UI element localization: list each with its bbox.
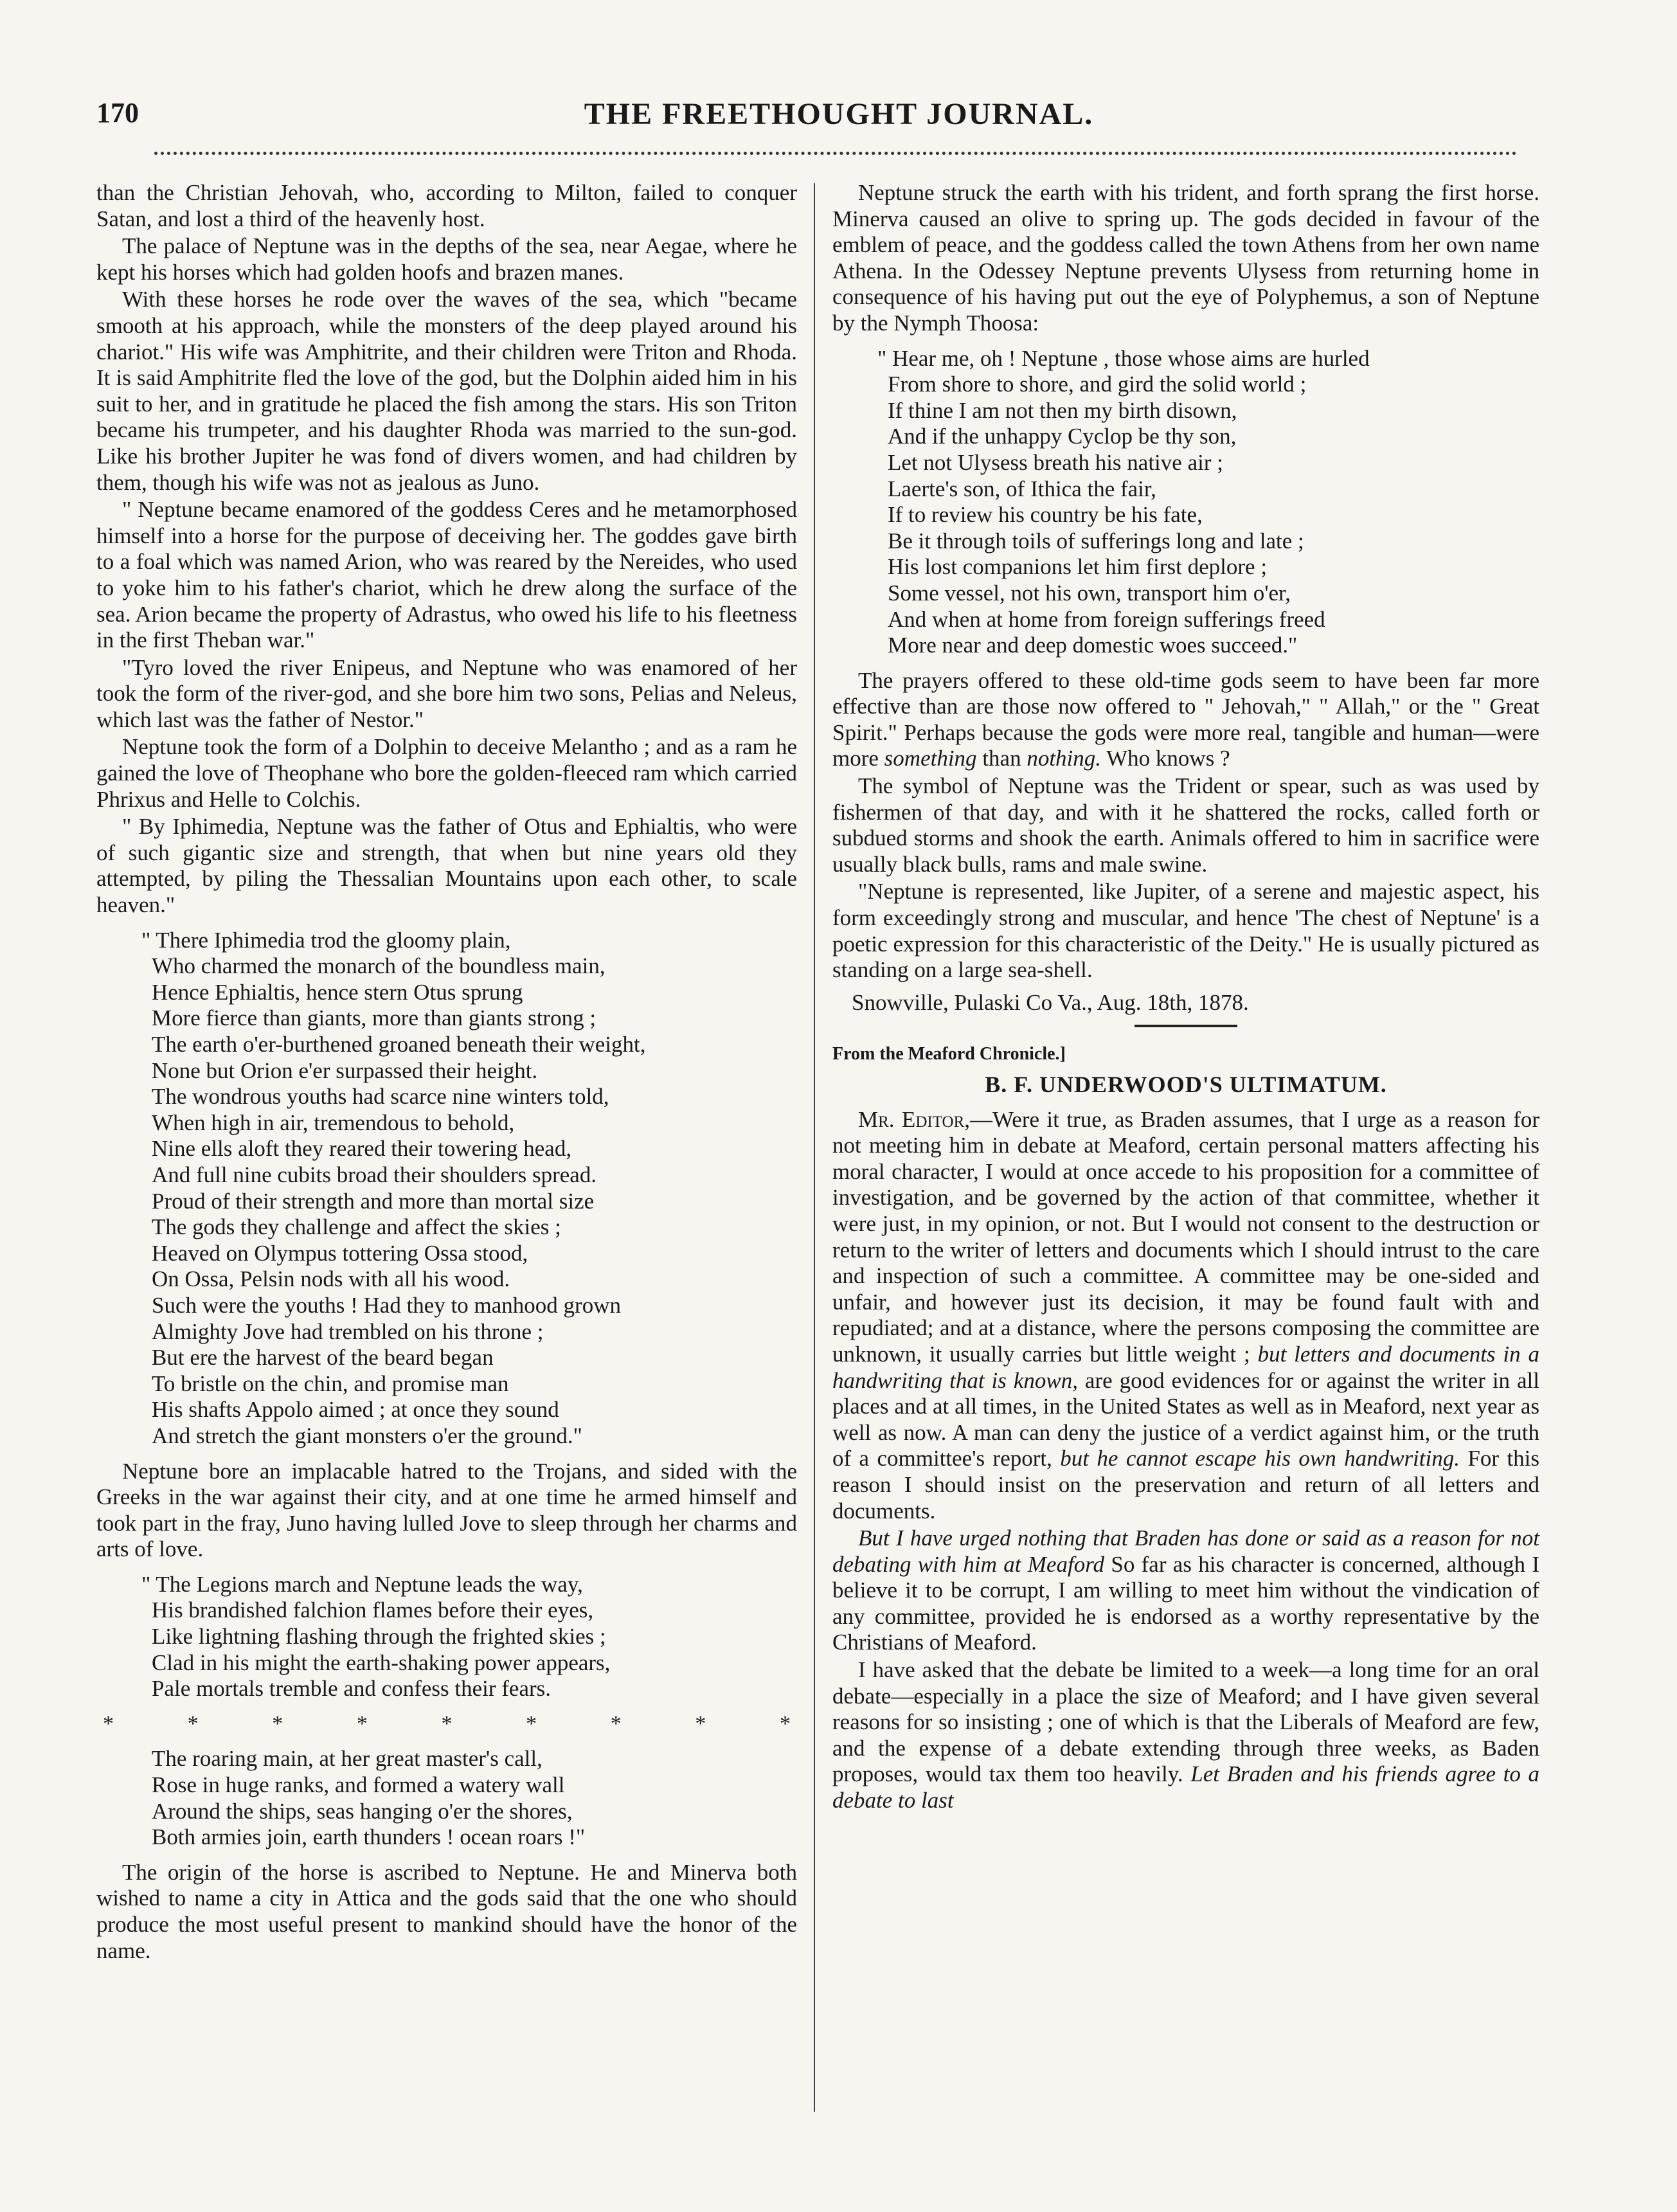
verse-line: And stretch the giant monsters o'er the ground." [152, 1423, 582, 1448]
paragraph: The palace of Neptune was in the depths of the sea, near Aegae, where he kept his horses which had golden hoofs and brazen manes. [96, 233, 797, 285]
verse-line: " There Iphimedia trod the gloomy plain, [141, 927, 511, 953]
paragraph: The symbol of Neptune was the Trident or spear, such as was used by fishermen of that day, and with it he shattered the rocks, called forth or subdued storms and shook the earth. Animals offered to him in sacrifice were usually black bulls, rams and male swine. [832, 773, 1539, 877]
verse-line: Like lightning flashing through the frighted skies ; [152, 1624, 606, 1650]
paragraph [832, 1525, 1539, 1656]
verse-line: Heaved on Olympus tottering Ossa stood, [152, 1240, 528, 1266]
emphasis: but letters and documents in a handwriting that is known, [832, 1341, 1539, 1393]
verse-line: " Hear me, oh ! Neptune , those whose aims are hurled [877, 345, 1370, 371]
paragraph [832, 668, 1539, 772]
paragraph: " Neptune became enamored of the goddess Ceres and he metamorphosed himself into a horse for the purpose of deceiving her. The goddes gave birth to a foal which was named Arion, who was reared by the Nereides, who used to yoke him to his father's chariot, which he drew along the surface of the sea. Arion became the property of Adrastus, who owed his life to his fleetness in the first Theban war." [96, 497, 797, 653]
verse-line: More fierce than giants, more than giants strong ; [152, 1005, 596, 1031]
header-rule [154, 152, 1517, 155]
paragraph: "Tyro loved the river Enipeus, and Neptune who was enamored of her took the form of the river-god, and she bore him two sons, Pelias and Neleus, which last was the father of Nestor." [96, 654, 797, 732]
verse-line: Nine ells aloft they reared their towering head, [152, 1136, 572, 1162]
asterisk: * [103, 1711, 114, 1736]
paragraph [832, 1107, 1539, 1525]
verse-block [877, 346, 1539, 659]
asterisk: * [780, 1711, 791, 1736]
asterisk: * [695, 1711, 706, 1736]
emphasis: But I have urged nothing that Braden has done or said as a reason for not debating with him at Meaford [832, 1525, 1539, 1577]
verse-line: Proud of their strength and more than mortal size [152, 1188, 595, 1214]
paragraph: The origin of the horse is ascribed to Neptune. He and Minerva both wished to name a city in Attica and the gods said that the one who should produce the most useful present to mankind should have the honor of the name. [96, 1859, 797, 1963]
emphasis: nothing. [1027, 746, 1102, 771]
verse-line: Such were the youths ! Had they to manhood grown [152, 1292, 621, 1318]
asterisk: * [441, 1711, 453, 1736]
dateline: Snowville, Pulaski Co Va., Aug. 18th, 1878. [852, 989, 1249, 1015]
paragraph: than the Christian Jehovah, who, according to Milton, failed to conquer Satan, and lost a third of the heavenly host. [96, 180, 797, 231]
page-number: 170 [96, 97, 139, 129]
verse-line: The earth o'er-burthened groaned beneath their weight, [152, 1032, 646, 1057]
paragraph: " By Iphimedia, Neptune was the father of Otus and Ephialtis, who were of such gigantic size and strength, that when but nine years old they attempted, by piling the Thessalian Mountains upon each other, to scale heaven." [96, 814, 797, 918]
emphasis: but he cannot escape his own handwriting. [1060, 1446, 1460, 1471]
asterism [103, 1711, 791, 1738]
verse-line: If thine I am not then my birth disown, [888, 397, 1237, 423]
journal-title: THE FREETHOUGHT JOURNAL. [584, 97, 1094, 131]
asterisk: * [356, 1711, 368, 1736]
verse-line: And when at home from foreign sufferings freed [888, 606, 1325, 632]
verse-line: His brandished falchion flames before their eyes, [152, 1597, 594, 1623]
verse-line: " The Legions march and Neptune leads the way, [141, 1571, 583, 1597]
paragraph: Neptune struck the earth with his trident, and forth sprang the first horse. Minerva caused an olive to spring up. The gods decided in favour of the emblem of peace, and the goddess called the town Athens from her own name Athena. In the Odessey Neptune prevents Ulysess from returning home in consequence of his having put out the eye of Polyphemus, a son of Neptune by the Nymph Thoosa: [832, 180, 1539, 336]
paragraph: Neptune bore an implacable hatred to the Trojans, and sided with the Greeks in the war against their city, and at one time he armed himself and took part in the fray, Juno having lulled Jove to sleep through her charms and arts of love. [96, 1458, 797, 1562]
verse-block [141, 1746, 797, 1850]
verse-line: And if the unhappy Cyclop be thy son, [888, 424, 1237, 449]
verse-line: But ere the harvest of the beard began [152, 1345, 494, 1371]
verse-line: Rose in huge ranks, and formed a watery wall [152, 1772, 565, 1798]
verse-line: When high in air, tremendous to behold, [152, 1110, 515, 1135]
right-column [832, 180, 1539, 1815]
verse-line: And full nine cubits broad their shoulders spread. [152, 1162, 597, 1187]
verse-line: His lost companions let him first deplore ; [888, 554, 1268, 580]
article-source: From the Meaford Chronicle.] [832, 1044, 1066, 1065]
asterisk: * [187, 1711, 199, 1736]
verse-line: Be it through toils of sufferings long and late ; [888, 528, 1304, 553]
left-column [96, 180, 797, 1965]
verse-line: Almighty Jove had trembled on his throne ; [152, 1318, 544, 1344]
verse-line: His shafts Appolo aimed ; at once they sound [152, 1397, 559, 1423]
salutation: Mr. Editor, [858, 1106, 971, 1132]
text-run: —Were it true, as Braden assumes, that I urge as a reason for not meeting him in debate at Meaford, certain personal matters affecting his moral character, I would at once accede to his proposition for a committee of investigation, and be governed by the action of that committee, whether it were just, in my opinion, or not. But I would not consent to the destruction or return to the writer of letters and documents which I should intrust to the care and inspection of such a committee. A committee may be one-sided and unfair, and however just its decision, it may be found fault with and repudiated; and at a distance, where the persons composing the committee are unknown, it usually carries but little weight ; [832, 1106, 1539, 1367]
verse-line: Clad in his might the earth-shaking power appears, [152, 1650, 611, 1675]
text-run: are good evidences for or against the writer in all places and at all times, in the United States as well as in Meaford, next year as well as now. A man can deny the justice of a verdict against him, or the truth of a committee's report, [832, 1367, 1539, 1471]
verse-line: If to review his country be his fate, [888, 502, 1203, 528]
section-rule [1134, 1025, 1237, 1027]
verse-line: Pale mortals tremble and confess their fears. [152, 1676, 552, 1702]
verse-block [141, 928, 797, 1450]
verse-line: Let not Ulysess breath his native air ; [888, 449, 1223, 475]
verse-line: Both armies join, earth thunders ! ocean roars !" [152, 1824, 586, 1850]
text-run: So far as his character is concerned, although I believe it to be corrupt, I am willing to meet him without the vindication of any committee, provided he is endorsed as a worthy representative by the Christians of Meaford. [832, 1551, 1539, 1655]
verse-line: Hence Ephialtis, hence stern Otus sprung [152, 979, 523, 1005]
verse-line: On Ossa, Pelsin nods with all his wood. [152, 1266, 510, 1292]
verse-block [141, 1572, 797, 1702]
emphasis: Let Braden and his friends agree to a debate to last [832, 1761, 1539, 1813]
emphasis: something [884, 746, 977, 771]
verse-line: The wondrous youths had scarce nine winters told, [152, 1084, 609, 1110]
paragraph: With these horses he rode over the waves of the sea, which "became smooth at his approach, while the monsters of the deep played around his chariot." His wife was Amphitrite, and their children were Triton and Rhoda. It is said Amphitrite fled the love of the god, but the Dolphin aided him in his suit to her, and in gratitude he placed the fish among the stars. His son Triton became his trumpeter, and his daughter Rhoda was married to the sun-god. Like his brother Jupiter he was fond of divers women, and had children by them, though his wife was not as jealous as Juno. [96, 287, 797, 495]
text-run: Who knows ? [1101, 746, 1230, 771]
paragraph: Neptune took the form of a Dolphin to deceive Melantho ; and as a ram he gained the love of Theophane who bore the golden-fleeced ram which carried Phrixus and Helle to Colchis. [96, 734, 797, 812]
verse-line: Around the ships, seas hanging o'er the shores, [152, 1798, 573, 1824]
verse-line: The gods they challenge and affect the skies ; [152, 1214, 561, 1240]
text-run: than [976, 746, 1027, 771]
column-divider [814, 183, 815, 2112]
asterisk: * [272, 1711, 283, 1736]
verse-line: Who charmed the monarch of the boundless main, [152, 953, 605, 979]
page-header [96, 96, 1581, 154]
verse-line: The roaring main, at her great master's call, [152, 1746, 543, 1772]
verse-line: None but Orion e'er surpassed their height. [152, 1057, 538, 1083]
verse-line: From shore to shore, and gird the solid world ; [888, 372, 1307, 397]
paragraph: "Neptune is represented, like Jupiter, of a serene and majestic aspect, his form exceedingly strong and muscular, and hence 'The chest of Neptune' is a poetic expression for this characteristic of the Deity." He is usually pictured as standing on a large sea-shell. [832, 879, 1539, 983]
text-run: For this reason I should insist on the preservation and return of all letters and documents. [832, 1446, 1539, 1524]
verse-line: Some vessel, not his own, transport him o'er, [888, 580, 1291, 606]
paragraph [832, 1657, 1539, 1814]
verse-line: More near and deep domestic woes succeed." [888, 633, 1298, 658]
text-run: The prayers offered to these old-time gods seem to have been far more effective than are those now offered to " Jehovah," " Allah," or the " Great Spirit." Perhaps because the gods were more real, tangible and human—were more [832, 667, 1539, 771]
verse-line: To bristle on the chin, and promise man [152, 1371, 509, 1396]
asterisk: * [526, 1711, 537, 1736]
asterisk: * [610, 1711, 622, 1736]
article-title: B. F. UNDERWOOD'S ULTIMATUM. [985, 1072, 1387, 1097]
verse-line: Laerte's son, of Ithica the fair, [888, 476, 1156, 501]
text-run: I have asked that the debate be limited to a week—a long time for an oral debate—especially in a place the size of Meaford; and I have given several reasons for so insisting ; one of which is that the Liberals of Meaford are few, and the expense of a debate extending through three weeks, as Baden proposes, would tax them too heavily. [832, 1657, 1539, 1787]
